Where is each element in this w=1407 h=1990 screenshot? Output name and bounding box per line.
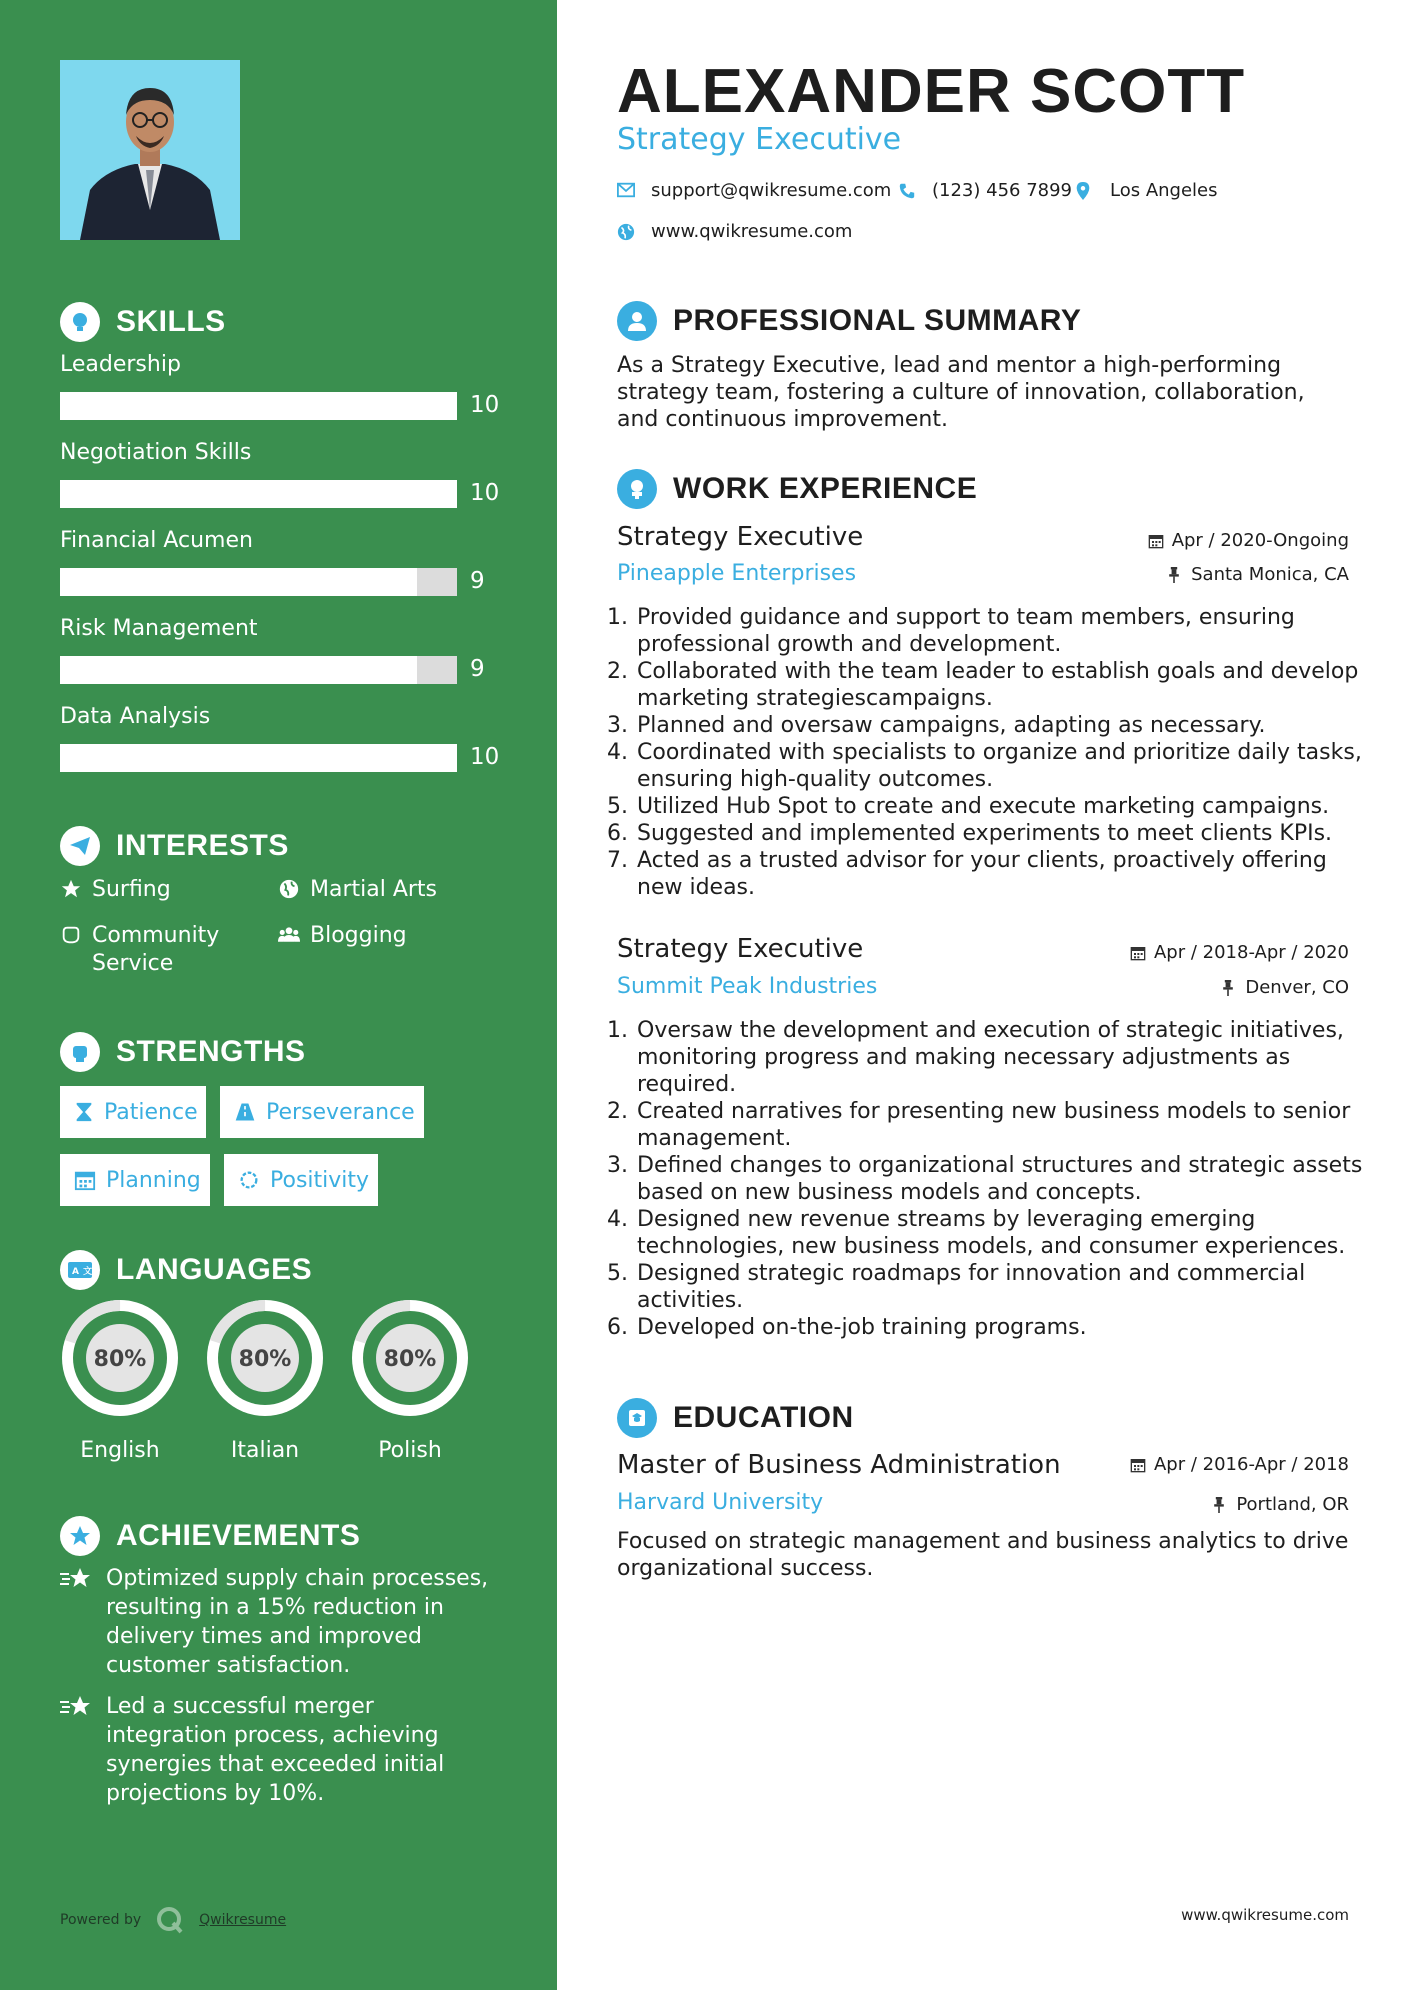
interest-label: Martial Arts <box>310 877 438 902</box>
skill-value: 10 <box>470 744 500 770</box>
strength-badge <box>60 1154 210 1206</box>
education-title: EDUCATION <box>673 1401 854 1434</box>
job-dates-text: Apr / 2018-Apr / 2020 <box>1153 942 1349 963</box>
strength-label: Perseverance <box>266 1099 415 1125</box>
calendar-icon <box>1130 945 1146 961</box>
skill-value: 10 <box>470 392 500 418</box>
powered-by <box>60 1905 286 1935</box>
road-icon <box>234 1101 256 1123</box>
email-text: support@qwikresume.com <box>651 180 892 201</box>
language-percent: 80% <box>238 1347 292 1372</box>
duty-item: 1. Oversaw the development and execution of strategic initiatives, monitoring progress and making necessary adjustments as required. <box>635 1017 1370 1098</box>
skill-name: Negotiation Skills <box>60 440 252 465</box>
strengths-title: STRENGTHS <box>116 1035 306 1068</box>
duty-item: 6. Developed on-the-job training programs. <box>635 1314 1370 1341</box>
language-percent: 80% <box>383 1347 437 1372</box>
strength-badge <box>224 1154 378 1206</box>
achievements-title: ACHIEVEMENTS <box>116 1519 361 1552</box>
interest-item <box>60 876 171 904</box>
skill-value: 9 <box>470 568 485 594</box>
interest-item <box>278 876 437 904</box>
envelope-icon <box>617 182 635 200</box>
contact-location <box>1076 180 1218 201</box>
duty-item: 5. Designed strategic roadmaps for innovation and commercial activities. <box>635 1260 1370 1314</box>
achievement-item <box>60 1564 500 1680</box>
education-text: Focused on strategic management and business analytics to drive organizational success. <box>617 1529 1349 1581</box>
duty-item: 3. Planned and oversaw campaigns, adapting as necessary. <box>635 712 1370 739</box>
duty-item: 2. Created narratives for presenting new business models to senior management. <box>635 1098 1370 1152</box>
skills-title: SKILLS <box>116 305 226 338</box>
strength-label: Positivity <box>270 1167 370 1193</box>
calendar-icon <box>1148 533 1164 549</box>
language-icon <box>60 1250 100 1290</box>
duty-item: 2. Collaborated with the team leader to establish goals and develop marketing strategiescampaigns. <box>635 658 1370 712</box>
job-company: Summit Peak Industries <box>617 974 878 999</box>
pushpin-icon <box>1221 980 1237 996</box>
degree: Master of Business Administration <box>617 1450 1061 1480</box>
achievement-item <box>60 1692 500 1808</box>
skill-name: Data Analysis <box>60 704 211 729</box>
job-dates <box>1148 530 1349 551</box>
summary-heading <box>617 301 1081 341</box>
lightbulb-icon <box>60 302 100 342</box>
languages-heading <box>60 1250 312 1290</box>
strength-badge <box>60 1086 206 1138</box>
candidate-name: ALEXANDER SCOTT <box>617 57 1246 126</box>
calendar-icon <box>74 1169 96 1191</box>
fist-icon <box>60 1032 100 1072</box>
calendar-icon <box>1130 1457 1146 1473</box>
strength-label: Patience <box>104 1099 198 1125</box>
skill-bar-fill <box>60 656 417 684</box>
summary-text: As a Strategy Executive, lead and mentor a high-performing strategy team, fostering a culture of innovation, collaboration, and continuous improvement. <box>617 353 1305 432</box>
contact-website[interactable] <box>617 221 852 242</box>
job-dates-text: Apr / 2020-Ongoing <box>1171 530 1349 551</box>
achievement-text: Led a successful merger integration process, achieving synergies that exceeded initial projections by 10%. <box>106 1694 445 1806</box>
shooting-star-icon <box>60 1692 94 1720</box>
phone-icon <box>898 182 916 200</box>
job-company: Pineapple Enterprises <box>617 561 857 586</box>
paper-plane-icon <box>60 826 100 866</box>
map-pin-icon <box>1076 182 1094 200</box>
skill-bar-fill <box>60 568 417 596</box>
language-item <box>203 1296 327 1463</box>
job-role: Strategy Executive <box>617 522 864 552</box>
hourglass-icon <box>74 1101 94 1123</box>
globe-icon <box>278 878 300 900</box>
interest-item <box>278 922 407 950</box>
duty-item: 1. Provided guidance and support to team members, ensuring professional growth and development. <box>635 604 1370 658</box>
education-dates <box>1130 1454 1349 1475</box>
skill-name: Leadership <box>60 352 181 377</box>
skill-bar <box>60 656 457 684</box>
users-icon <box>278 924 300 946</box>
skills-heading <box>60 302 226 342</box>
footer-website[interactable]: www.qwikresume.com <box>1181 1906 1349 1924</box>
skill-bar-fill <box>60 480 457 508</box>
profile-photo <box>60 60 240 240</box>
job-duties <box>617 1017 1370 1341</box>
contact-email[interactable] <box>617 180 891 201</box>
experience-heading <box>617 469 977 509</box>
job-location <box>1221 977 1349 998</box>
languages-title: LANGUAGES <box>116 1253 313 1286</box>
job-role: Strategy Executive <box>617 934 864 964</box>
duty-item: 3. Defined changes to organizational structures and strategic assets based on new business models and concepts. <box>635 1152 1370 1206</box>
strengths-heading <box>60 1032 306 1072</box>
job-location <box>1167 564 1349 585</box>
contact-phone[interactable] <box>898 180 1072 201</box>
education-location <box>1212 1494 1349 1515</box>
interest-label: Surfing <box>92 877 171 902</box>
experience-title: WORK EXPERIENCE <box>673 472 978 505</box>
star-badge-icon <box>60 1516 100 1556</box>
duty-item: 4. Designed new revenue streams by leveraging emerging technologies, new business models, and consumer experiences. <box>635 1206 1370 1260</box>
achievement-text: Optimized supply chain processes, resulting in a 15% reduction in delivery times and improved customer satisfaction. <box>106 1566 489 1678</box>
sun-icon <box>238 1169 260 1191</box>
shooting-star-icon <box>60 1564 94 1592</box>
graduation-cap-icon <box>617 1398 657 1438</box>
qwikresume-logo-icon <box>155 1905 185 1935</box>
school: Harvard University <box>617 1490 824 1515</box>
interest-item <box>60 922 260 978</box>
globe-icon <box>617 223 635 241</box>
heart-hand-icon <box>60 924 82 946</box>
education-dates-text: Apr / 2016-Apr / 2018 <box>1153 1454 1349 1475</box>
briefcase-icon <box>617 469 657 509</box>
skill-name: Risk Management <box>60 616 258 641</box>
language-name: English <box>80 1438 160 1463</box>
pushpin-icon <box>1212 1497 1228 1513</box>
skill-value: 9 <box>470 656 485 682</box>
education-location-text: Portland, OR <box>1236 1494 1349 1515</box>
interests-heading <box>60 826 289 866</box>
language-percent: 80% <box>93 1347 147 1372</box>
strength-label: Planning <box>106 1167 201 1193</box>
skill-bar <box>60 568 457 596</box>
sidebar <box>0 0 557 1990</box>
language-ring <box>58 1296 182 1420</box>
duty-item: 4. Coordinated with specialists to organize and prioritize daily tasks, ensuring high-quality outcomes. <box>635 739 1370 793</box>
qwikresume-link[interactable]: Qwikresume <box>199 1912 287 1928</box>
language-item <box>58 1296 182 1463</box>
language-ring <box>203 1296 327 1420</box>
powered-by-label: Powered by <box>60 1912 142 1928</box>
candidate-title: Strategy Executive <box>617 122 902 157</box>
skill-bar-fill <box>60 744 457 772</box>
skill-bar <box>60 480 457 508</box>
job-location-text: Santa Monica, CA <box>1191 564 1349 585</box>
pushpin-icon <box>1167 567 1183 583</box>
job-location-text: Denver, CO <box>1245 977 1349 998</box>
user-icon <box>617 301 657 341</box>
skill-name: Financial Acumen <box>60 528 253 553</box>
skill-value: 10 <box>470 480 500 506</box>
language-item <box>348 1296 472 1463</box>
achievements-heading <box>60 1516 360 1556</box>
interest-label: Blogging <box>310 923 407 948</box>
svg-text:A 文: A 文 <box>72 1267 93 1277</box>
skill-bar <box>60 744 457 772</box>
language-name: Italian <box>230 1438 300 1463</box>
interests-title: INTERESTS <box>116 829 289 862</box>
website-text: www.qwikresume.com <box>651 221 853 242</box>
phone-text: (123) 456 7899 <box>932 180 1073 201</box>
strength-badge <box>220 1086 424 1138</box>
summary-title: PROFESSIONAL SUMMARY <box>673 304 1082 337</box>
interest-label: Community Service <box>92 923 220 976</box>
duty-item: 5. Utilized Hub Spot to create and execute marketing campaigns. <box>635 793 1370 820</box>
language-name: Polish <box>378 1438 442 1463</box>
job-duties <box>617 604 1370 901</box>
education-heading <box>617 1398 854 1438</box>
skill-bar <box>60 392 457 420</box>
duty-item: 6. Suggested and implemented experiments to meet clients KPIs. <box>635 820 1370 847</box>
language-ring <box>348 1296 472 1420</box>
duty-item: 7. Acted as a trusted advisor for your clients, proactively offering new ideas. <box>635 847 1370 901</box>
star-icon <box>60 878 82 900</box>
skill-bar-fill <box>60 392 457 420</box>
job-dates <box>1130 942 1349 963</box>
location-text: Los Angeles <box>1110 180 1218 201</box>
